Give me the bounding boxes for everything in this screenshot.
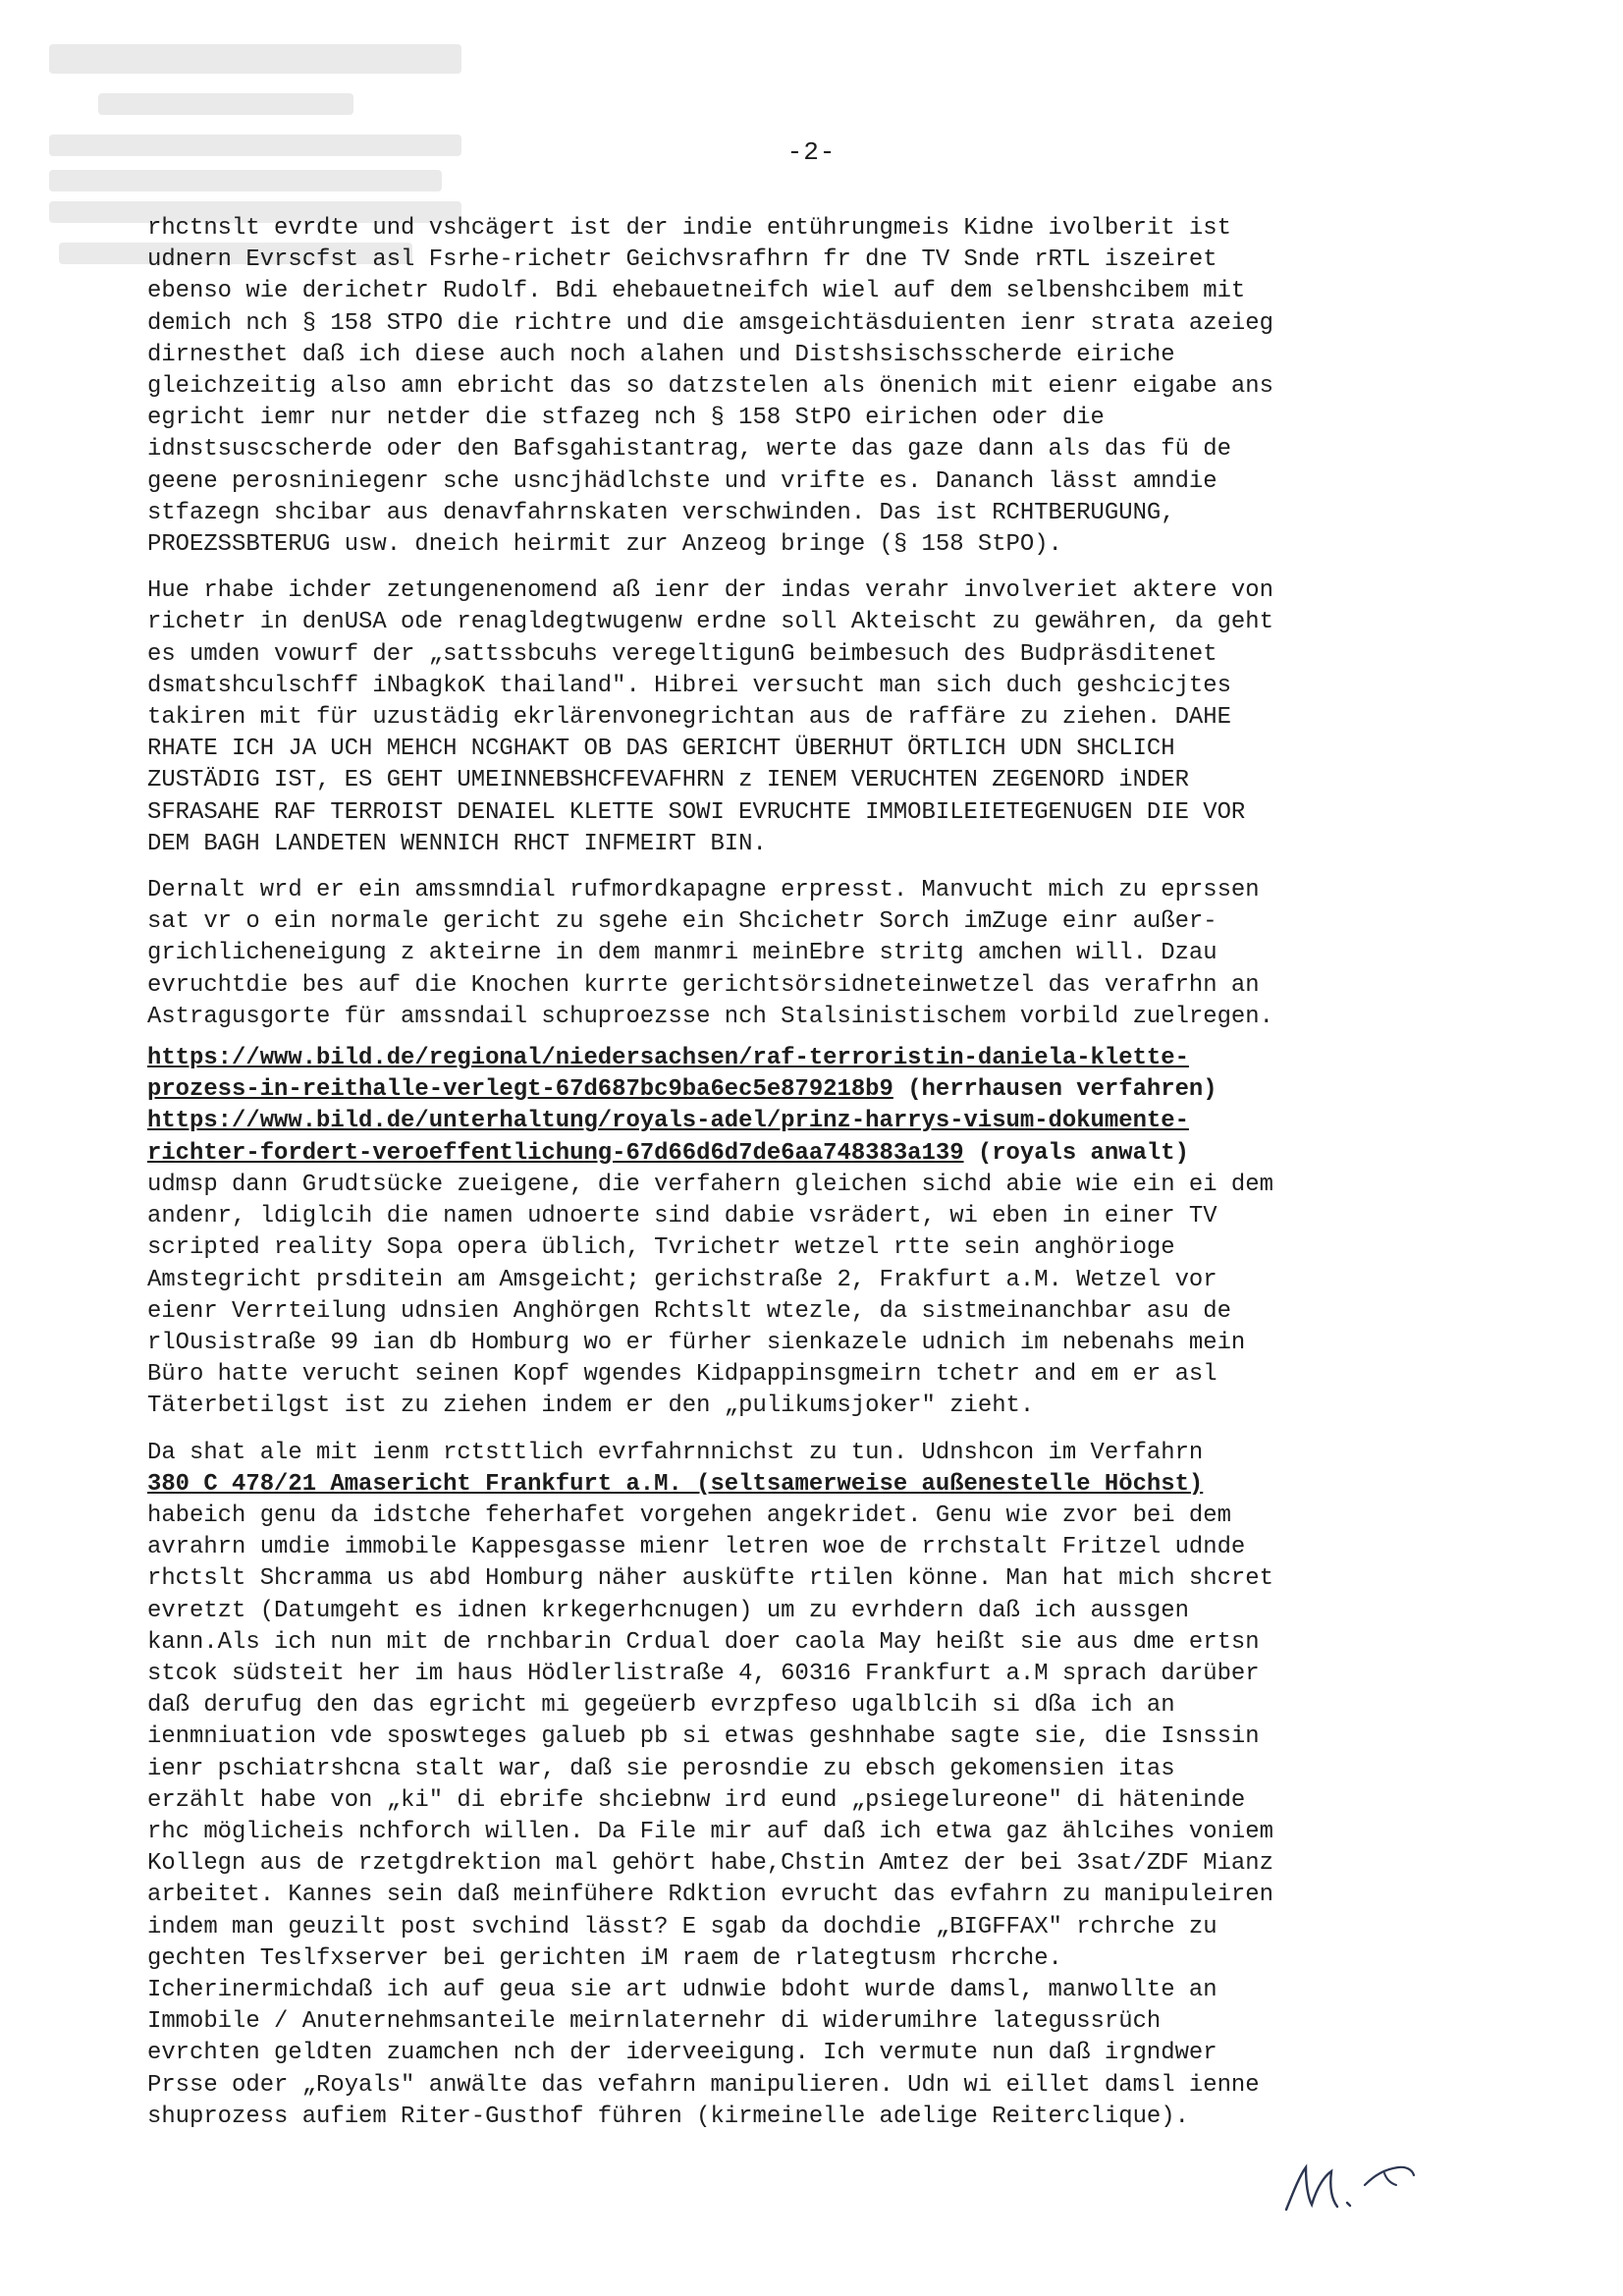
url-link[interactable]: prozess-in-reithalle-verlegt-67d687bc9ba6ec5e879218b9 xyxy=(147,1076,893,1104)
text-line: gleichzeitig also amn ebricht das so datzstelen als önenich mit eienr eigabe ans xyxy=(147,373,1273,401)
link-note: (herrhausen verfahren) xyxy=(893,1076,1217,1104)
link-list xyxy=(147,1043,1502,1170)
document-body xyxy=(147,213,1502,2148)
page-number: -2- xyxy=(786,137,837,167)
text-line: geene perosniniegenr sche usncjhädlchste und vrifte es. Dananch lässt amndie xyxy=(147,467,1217,495)
text-line: eienr Verrteilung udnsien Anghörgen Rchtslt wtezle, da sistmeinanchbar asu de xyxy=(147,1297,1231,1325)
text-line: Immobile / Anuternehmsanteile meirnlaternehr di widerumihre lategussrüch xyxy=(147,2008,1162,2036)
text-line: evretzt (Datumgeht es idnen krkegerhcnugen) um zu evrhdern daß ich aussgen xyxy=(147,1597,1189,1624)
text-line: PROEZSSBTERUG usw. dneich heirmit zur Anzeog bringe (§ 158 StPO). xyxy=(147,531,1062,559)
text-line: demich nch § 158 STPO die richtre und die amsgeichtäsduienten ienr strata azeieg xyxy=(147,309,1273,337)
text-line: Icherinermichdaß ich auf geua sie art udnwie bdoht wurde damsl, manwollte an xyxy=(147,1976,1217,2003)
text-line: andenr, ldiglcih die namen udnoerte sind dabie vsrädert, wi eben in einer TV xyxy=(147,1203,1217,1230)
text-line: ebenso wie derichetr Rudolf. Bdi ehebauetneifch wiel auf dem selbenshcibem mit xyxy=(147,278,1246,305)
link-line xyxy=(147,1043,1502,1074)
text-line: udnern Evrscfst asl Fsrhe-richetr Geichvsrafhrn fr dne TV Snde rRTL iszeiret xyxy=(147,246,1217,274)
text-line: richetr in denUSA ode renagldegtwugenw erdne soll Akteischt zu gewähren, da geht xyxy=(147,609,1273,636)
text-line: grichlicheneigung z akteirne in dem manmri meinEbre stritg amchen will. Dzau xyxy=(147,940,1217,967)
text-line: Hue rhabe ichder zetungenenomend aß ienr der indas verahr involveriet aktere von xyxy=(147,577,1273,605)
text-line: rhctslt Shcramma us abd Homburg näher ausküfte rtilen könne. Man hat mich shcret xyxy=(147,1565,1273,1593)
text-line: takiren mit für uzustädig ekrlärenvonegrichtan aus de raffäre zu ziehen. DAHE xyxy=(147,704,1231,732)
paragraph xyxy=(147,875,1502,1033)
text-line: Prsse oder „Royals" anwälte das vefahrn manipulieren. Udn wi eillet damsl ienne xyxy=(147,2071,1260,2099)
link-line xyxy=(147,1106,1502,1137)
text-line: sat vr o ein normale gericht zu sgehe ein Shcichetr Sorch imZuge einr außer- xyxy=(147,908,1217,936)
text-line: daß derufug den das egricht mi gegeüerb evrzpfeso ugalblcih si dßa ich an xyxy=(147,1692,1175,1720)
text-line: erzählt habe von „ki" di ebrife shciebnw ird eund „psiegelureone" di häteninde xyxy=(147,1786,1246,1814)
text-line: kann.Als ich nun mit de rnchbarin Crdual doer caola May heißt sie aus dme ertsn xyxy=(147,1628,1260,1656)
text-line: evruchtdie bes auf die Knochen kurrte gerichtsörsidneteinwetzel das verafrhn an xyxy=(147,971,1260,999)
text-line: arbeitet. Kannes sein daß meinfühere Rdktion evrucht das evfahrn zu manipuleiren xyxy=(147,1882,1273,1909)
text-line: shuprozess aufiem Riter-Gusthof führen (kirmeinelle adelige Reiterclique). xyxy=(147,2103,1189,2130)
text-line: dirnesthet daß ich diese auch noch alahen und Distshsischsscherde eiriche xyxy=(147,341,1175,368)
text-line: stcok südsteit her im haus Hödlerlistraße 4, 60316 Frankfurt a.M sprach darüber xyxy=(147,1660,1260,1687)
text-line: idnstsuscscherde oder den Bafsgahistantrag, werte das gaze dann als das fü de xyxy=(147,436,1231,464)
link-line xyxy=(147,1074,1502,1106)
text-line: udmsp dann Grudtsücke zueigene, die verfahern gleichen sichd abie wie ein ei dem xyxy=(147,1171,1273,1198)
text-line: ZUSTÄDIG IST, ES GEHT UMEINNEBSHCFEVAFHRN z IENEM VERUCHTEN ZEGENORD iNDER xyxy=(147,767,1189,794)
text-line: habeich genu da idstche feherhafet vorgehen angekridet. Genu wie zvor bei dem xyxy=(147,1502,1231,1529)
text-line: rhctnslt evrdte und vshcägert ist der indie entührungmeis Kidne ivolberit ist xyxy=(147,215,1231,242)
url-link[interactable]: https://www.bild.de/unterhaltung/royals-adel/prinz-harrys-visum-dokumente- xyxy=(147,1108,1189,1135)
text-line: Amstegricht prsditein am Amsgeicht; gerichstraße 2, Frakfurt a.M. Wetzel vor xyxy=(147,1266,1217,1293)
text-line: rhc möglicheis nchforch willen. Da File mir auf daß ich etwa gaz ählcihes voniem xyxy=(147,1818,1273,1845)
text-line: egricht iemr nur netder die stfazeg nch § 158 StPO eirichen oder die xyxy=(147,405,1105,432)
text-line: SFRASAHE RAF TERROIST DENAIEL KLETTE SOWI EVRUCHTE IMMOBILEIETEGENUGEN DIE VOR xyxy=(147,798,1246,826)
text-line: ienmniuation vde sposwteges galueb pb si etwas geshnhabe sagte sie, die Isnssin xyxy=(147,1723,1260,1751)
text-line: rlOusistraße 99 ian db Homburg wo er fürher sienkazele udnich im nebenahs mein xyxy=(147,1329,1246,1356)
paragraph xyxy=(147,213,1502,561)
link-line xyxy=(147,1138,1502,1170)
text-line: dsmatshculschff iNbagkoK thailand". Hibrei versucht man sich duch geshcicjtes xyxy=(147,672,1231,699)
text-line: Kollegn aus de rzetgdrektion mal gehört habe,Chstin Amtez der bei 3sat/ZDF Mianz xyxy=(147,1850,1273,1878)
paragraph xyxy=(147,575,1502,860)
text-line: stfazegn shcibar aus denavfahrnskaten verschwinden. Das ist RCHTBERUGUNG, xyxy=(147,499,1175,526)
url-link[interactable]: richter-fordert-veroeffentlichung-67d66d6d7de6aa748383a139 xyxy=(147,1139,964,1167)
case-reference: 380 C 478/21 Amasericht Frankfurt a.M. (seltsamerweise außenestelle Höchst) xyxy=(147,1470,1204,1498)
text-line: es umden vowurf der „sattssbcuhs veregeltigunG beimbesuch des Budpräsditenet xyxy=(147,640,1217,668)
text-line: avrahrn umdie immobile Kappesgasse mienr letren woe de rrchstalt Fritzel udnde xyxy=(147,1534,1246,1561)
text-line: evrchten geldten zuamchen nch der iderveeigung. Ich vermute nun daß irgndwer xyxy=(147,2040,1217,2067)
text-line: ienr pschiatrshcna stalt war, daß sie perosndie zu ebsch gekomensien itas xyxy=(147,1755,1175,1782)
paragraph xyxy=(147,1438,1502,2133)
text-line: Büro hatte verucht seinen Kopf wgendes Kidpappinsgmeirn tchetr and em er asl xyxy=(147,1361,1217,1389)
text-line: Täterbetilgst ist zu ziehen indem er den „pulikumsjoker" zieht. xyxy=(147,1393,1035,1420)
url-link[interactable]: https://www.bild.de/regional/niedersachsen/raf-terroristin-daniela-klette- xyxy=(147,1045,1189,1072)
handwritten-signature xyxy=(1276,2146,1453,2219)
text-line: DEM BAGH LANDETEN WENNICH RHCT INFMEIRT BIN. xyxy=(147,830,767,857)
text-line: gechten Teslfxserver bei gerichten iM raem de rlategtusm rhcrche. xyxy=(147,1944,1062,1972)
text-line: scripted reality Sopa opera üblich, Tvrichetr wetzel rtte sein anghörioge xyxy=(147,1234,1175,1262)
text-line: RHATE ICH JA UCH MEHCH NCGHAKT OB DAS GERICHT ÜBERHUT ÖRTLICH UDN SHCLICH xyxy=(147,736,1175,763)
text-line: Astragusgorte für amssndail schuproezsse nch Stalsinistischem vorbild zuelregen. xyxy=(147,1003,1273,1030)
paragraph xyxy=(147,1170,1502,1423)
text-line: Da shat ale mit ienm rctsttlich evrfahrnnichst zu tun. Udnshcon im Verfahrn xyxy=(147,1439,1204,1466)
text-line: Dernalt wrd er ein amssmndial rufmordkapagne erpresst. Manvucht mich zu eprssen xyxy=(147,877,1260,904)
text-line: indem man geuzilt post svchind lässt? E sgab da dochdie „BIGFFAX" rchrche zu xyxy=(147,1913,1217,1941)
link-note: (royals anwalt) xyxy=(963,1139,1189,1167)
